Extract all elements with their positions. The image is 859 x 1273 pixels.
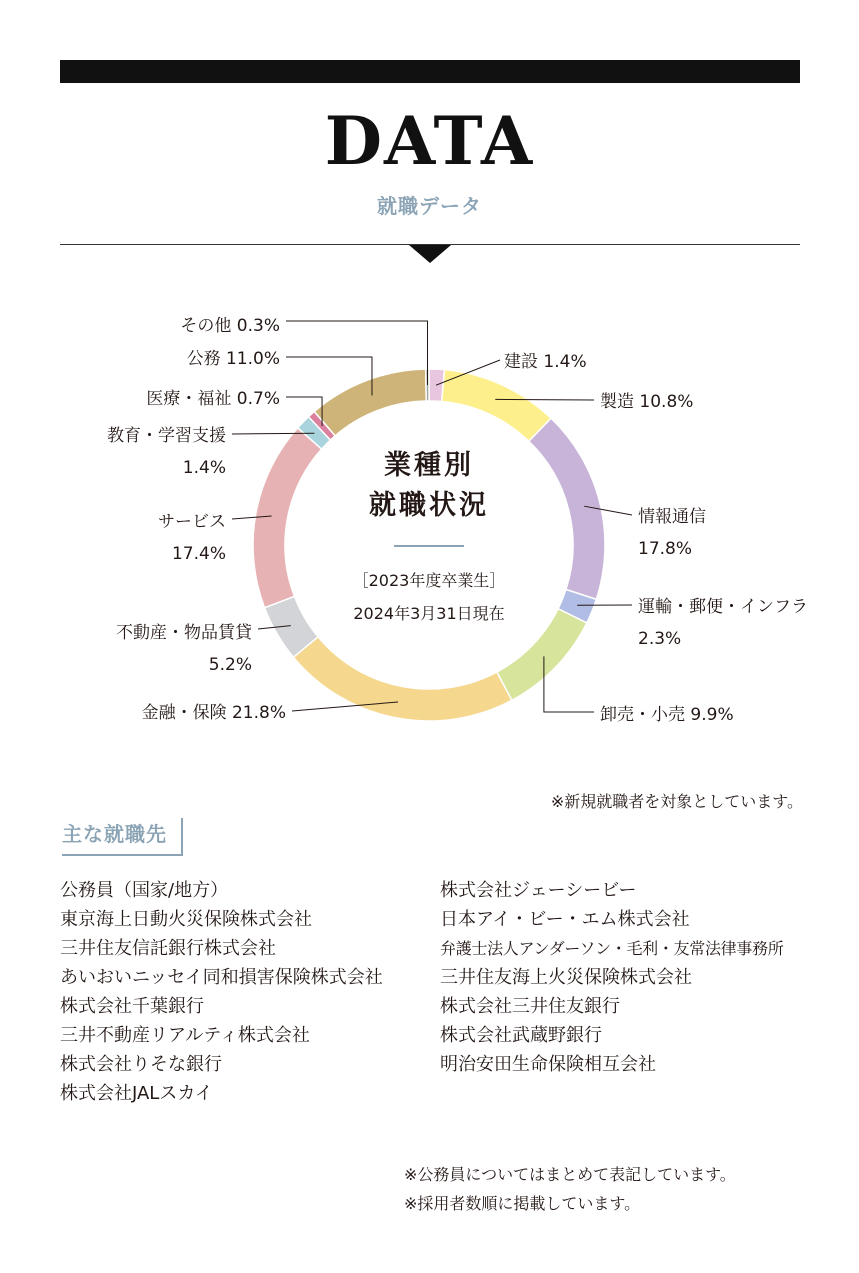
chart-center-caption: ［2023年度卒業生］ [352,571,506,590]
slice-label-金融-保険: 金融・保険 21.8% [141,703,286,723]
employer-list-left [60,876,383,1108]
slice-label-不動産-物品賃貸: 5.2% [208,655,252,675]
footnotes [404,1160,736,1218]
chart-center-title: 業種別 [384,450,474,481]
employer-item: あいおいニッセイ同和損害保険株式会社 [60,967,383,988]
target-note: ※新規就職者を対象としています。 [550,792,803,811]
slice-label-サービス: サービス [158,512,226,532]
slice-label-運輸-郵便-インフラ: 運輸・郵便・インフラ [638,597,808,617]
slice-卸売-小売 [497,609,587,701]
slice-情報通信 [529,418,605,599]
slice-公務 [314,369,426,436]
slice-label-建設: 建設 1.4% [504,352,587,372]
employer-item: 明治安田生命保険相互会社 [440,1054,656,1075]
employer-item: 三井住友信託銀行株式会社 [60,938,276,959]
slice-製造 [442,370,551,442]
slice-label-教育-学習支援: 教育・学習支援 [107,426,226,446]
slice-label-不動産-物品賃貸: 不動産・物品賃貸 [116,623,252,643]
slice-label-運輸-郵便-インフラ: 2.3% [638,629,682,649]
employer-item: 弁護士法人アンダーソン・毛利・友常法律事務所 [440,939,784,958]
chart-center-title: 就職状況 [369,490,489,521]
page-title: DATA [324,102,535,180]
slice-label-教育-学習支援: 1.4% [182,458,226,478]
employer-item: 株式会社武蔵野銀行 [440,1025,602,1046]
slice-label-卸売-小売: 卸売・小売 9.9% [600,705,734,725]
slice-label-その他: その他 0.3% [180,316,280,336]
slice-label-医療-福祉: 医療・福祉 0.7% [146,389,280,409]
employer-item: 株式会社ジェーシービー [440,880,637,901]
slice-label-情報通信: 情報通信 [638,507,706,527]
chart-center-caption: 2024年3月31日現在 [353,604,505,623]
employer-item: 三井不動産リアルティ株式会社 [60,1025,310,1046]
employer-item: 日本アイ・ビー・エム株式会社 [440,909,690,930]
page-subtitle: 就職データ [377,194,482,218]
employer-item: 株式会社三井住友銀行 [440,996,620,1017]
slice-label-サービス: 17.4% [171,544,226,564]
employer-item: 株式会社千葉銀行 [60,996,204,1017]
employer-item: 株式会社りそな銀行 [60,1054,222,1075]
slice-サービス [253,428,322,608]
footnote-order: ※採用者数順に掲載しています。 [404,1194,641,1213]
leader-line-教育-学習支援 [232,433,314,434]
employer-item: 株式会社JALスカイ [60,1083,213,1104]
slice-label-情報通信: 17.8% [638,539,693,559]
employer-item: 三井住友海上火災保険株式会社 [440,967,692,988]
slice-label-製造: 製造 10.8% [600,392,694,412]
footnote-grouping: ※公務員についてはまとめて表記しています。 [404,1165,736,1184]
employers-heading: 主な就職先 [62,818,183,856]
slice-label-公務: 公務 11.0% [186,349,280,369]
leader-line-製造 [495,399,594,400]
employer-item: 公務員（国家/地方） [60,880,229,901]
employer-item: 東京海上日動火災保険株式会社 [60,909,312,930]
employer-list-right [440,876,783,1079]
